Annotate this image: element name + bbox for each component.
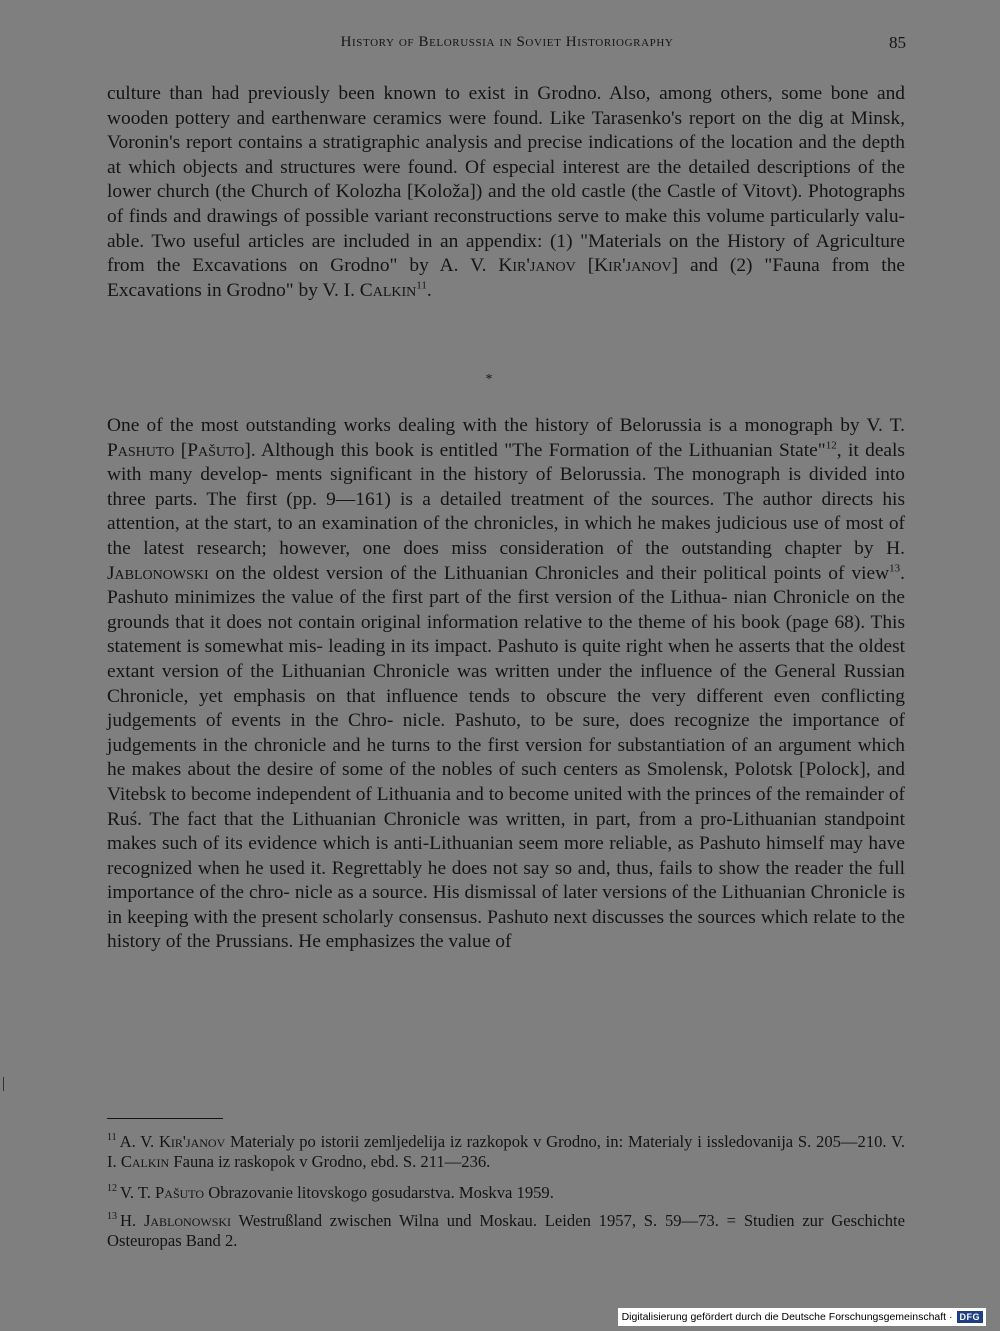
footnote-mark: 11: [107, 1132, 117, 1144]
footnote-ref-13: 13: [889, 562, 901, 575]
text-run: ]. Although this book is entitled "The Formation of the Lithuanian State": [244, 439, 826, 461]
text-run: H.: [120, 1211, 144, 1230]
scan-margin-mark: [3, 1077, 4, 1091]
text-run: ] and (2) "Fauna from the Excavations in Grodno" by V. I.: [107, 255, 905, 301]
author-name: Jablonowski: [107, 562, 209, 584]
text-run: One of the most outstanding works dealing with the history of Belorussia is a monograph by V. T.: [107, 415, 905, 436]
text-run: [: [174, 439, 188, 461]
author-name: Pashuto: [107, 439, 175, 461]
text-run: Westrußland zwischen Wilna und Moskau. Leiden 1957, S. 59—73. = Studien zur Geschichte Osteuropas Band 2.: [107, 1211, 906, 1250]
footnote-11: [107, 1132, 905, 1171]
text-run: , it deals with many develop- ments significant in the history of Belorussia. The monograph is divided into three parts. The first (pp. 9—161) is a detailed treatment of the sources. The author directs his attention, at the start, to an examination of the chronicles, in which he makes judicious use of most of the latest research; however, one does miss consideration of the outstanding chapter by H.: [107, 439, 905, 559]
text-run: Obrazovanie litovskogo gosudarstva. Moskva 1959.: [204, 1183, 554, 1202]
author-name: Calkin: [120, 1151, 170, 1171]
footnote-13: [107, 1211, 905, 1250]
text-run: .: [426, 279, 432, 301]
footnote-mark: 12: [107, 1183, 117, 1195]
author-name: Jablonowski: [143, 1211, 232, 1230]
author-name: Calkin: [359, 279, 417, 301]
text-run: Materialy po istorii zemljedelija iz razkopok v Grodno, in: Materialy i issledovanija S. 205—210. V. I.: [107, 1132, 905, 1171]
text-run: V. T.: [120, 1183, 156, 1202]
author-name: Kir'janov: [158, 1132, 226, 1151]
section-separator: *: [485, 372, 493, 387]
credit-text: Digitalisierung gefördert durch die Deutsche Forschungsgemeinschaft ·: [621, 1311, 953, 1323]
text-run: Fauna iz raskopok v Grodno, ebd. S. 211—236.: [169, 1151, 491, 1171]
author-name: Kir'janov: [594, 255, 672, 277]
footnote-ref-11: 11: [416, 279, 427, 292]
footnote-ref-12: 12: [825, 439, 837, 452]
text-run: A. V.: [119, 1132, 159, 1151]
text-run: on the oldest version of the Lithuanian Chronicles and their political points of view: [208, 562, 890, 584]
dfg-logo-icon: DFG: [957, 1311, 984, 1323]
running-title: History of Belorussia in Soviet Historiography: [340, 34, 674, 50]
paragraph-pashuto-monograph: [107, 414, 905, 955]
paragraph-grodno-excavations: [107, 82, 905, 303]
author-name: Pašuto: [187, 439, 245, 461]
running-head: [108, 33, 906, 57]
page-number: 85: [889, 33, 906, 52]
footnote-12: [107, 1183, 905, 1203]
footnote-rule: [107, 1118, 223, 1119]
text-run: [: [575, 255, 595, 277]
footnote-mark: 13: [107, 1211, 117, 1223]
author-name: Kir'janov: [498, 255, 576, 277]
author-name: Pašuto: [155, 1183, 205, 1202]
digitization-credit: [618, 1308, 986, 1326]
text-run: culture than had previously been known to exist in Grodno. Also, among others, some bone and wooden pottery and earthenware ceramics were found. Like Tarasenko's report on the dig at Minsk, Voronin's report contains a stratigraphic analysis and precise indications of the location and the depth at which objects and structures were found. Of especial interest are the detailed descriptions of the lower church (the Church of Kolozha [Koloža]) and the old castle (the Castle of Vitovt). Photographs of finds and drawings of possible variant reconstructions serve to make this volume particularly valu- able. Two useful articles are included in an appendix: (1) "Materials on the History of Agriculture from the Excavations on Grodno" by A. V.: [107, 83, 905, 277]
text-run: . Pashuto minimizes the value of the first part of the first version of the Lithua- nian Chronicle on the grounds that it does not contain original information relative to the theme of his book (page 68). This statement is somewhat mis- leading in its impact. Pashuto is quite right when he asserts that the oldest extant version of the Lithuanian Chronicle was written under the influence of the General Russian Chronicle, yet emphasis on that influence tends to obscure the very different even conflicting judgements of events in the Chro- nicle. Pashuto, to be sure, does recognize the importance of judgements in the chronicle and he turns to the first version for substantiation of an argument which he makes about the desire of some of the nobles of such centers as Smolensk, Polotsk [Polock], and Vitebsk to become independent of Lithuania and to become united with the princes of the remainder of Ruś. The fact that the Lithuanian Chronicle was written, in part, from a pro-Lithuanian standpoint makes such of its evidence which is anti-Lithuanian seem more reliable, as Pashuto himself may have recognized when he used it. Regrettably he does not say so and, thus, fails to show the reader the full importance of the chro- nicle as a source. His dismissal of later versions of the Lithuanian Chronicle is in keeping with the present scholarly consensus. Pashuto next discusses the sources which relate to the history of the Prussians. He emphasizes the value of: [107, 562, 905, 953]
